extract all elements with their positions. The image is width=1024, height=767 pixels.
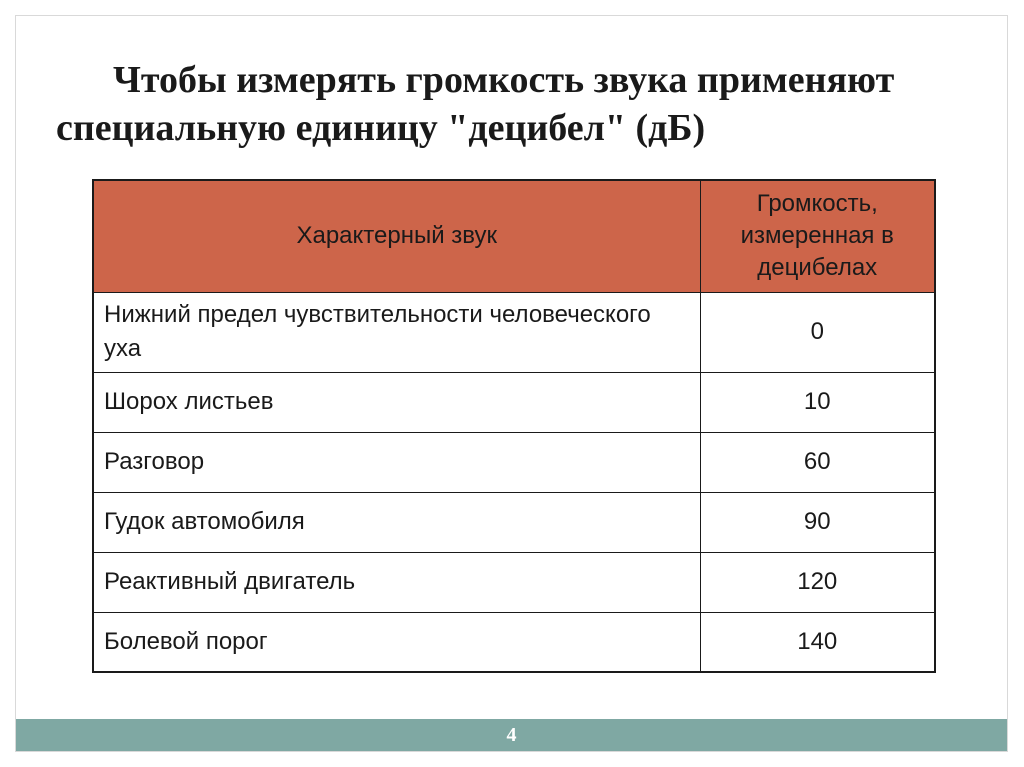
page-number: 4 <box>506 723 517 746</box>
table-header-row <box>93 180 935 292</box>
sound-cell: Болевой порог <box>93 612 700 672</box>
sound-levels-table <box>92 179 936 673</box>
db-cell: 10 <box>700 372 935 432</box>
db-cell: 90 <box>700 492 935 552</box>
table-row <box>93 492 935 552</box>
db-cell: 60 <box>700 432 935 492</box>
sound-cell: Шорох листьев <box>93 372 700 432</box>
sound-cell: Гудок автомобиля <box>93 492 700 552</box>
table-row <box>93 432 935 492</box>
header-loudness: Громкость, измеренная в децибелах <box>700 180 935 292</box>
slide-title: Чтобы измерять громкость звука применяют специальную единицу "децибел" (дБ) <box>56 59 895 149</box>
sound-cell: Нижний предел чувствительности человеческого уха <box>93 292 700 372</box>
db-cell: 140 <box>700 612 935 672</box>
db-cell: 0 <box>700 292 935 372</box>
header-sound: Характерный звук <box>93 180 700 292</box>
table-row <box>93 372 935 432</box>
db-cell: 120 <box>700 552 935 612</box>
table-row <box>93 612 935 672</box>
table-row <box>93 292 935 372</box>
sound-cell: Реактивный двигатель <box>93 552 700 612</box>
sound-cell: Разговор <box>93 432 700 492</box>
table-row <box>93 552 935 612</box>
slide <box>15 15 1008 752</box>
footer-bar <box>16 719 1007 751</box>
